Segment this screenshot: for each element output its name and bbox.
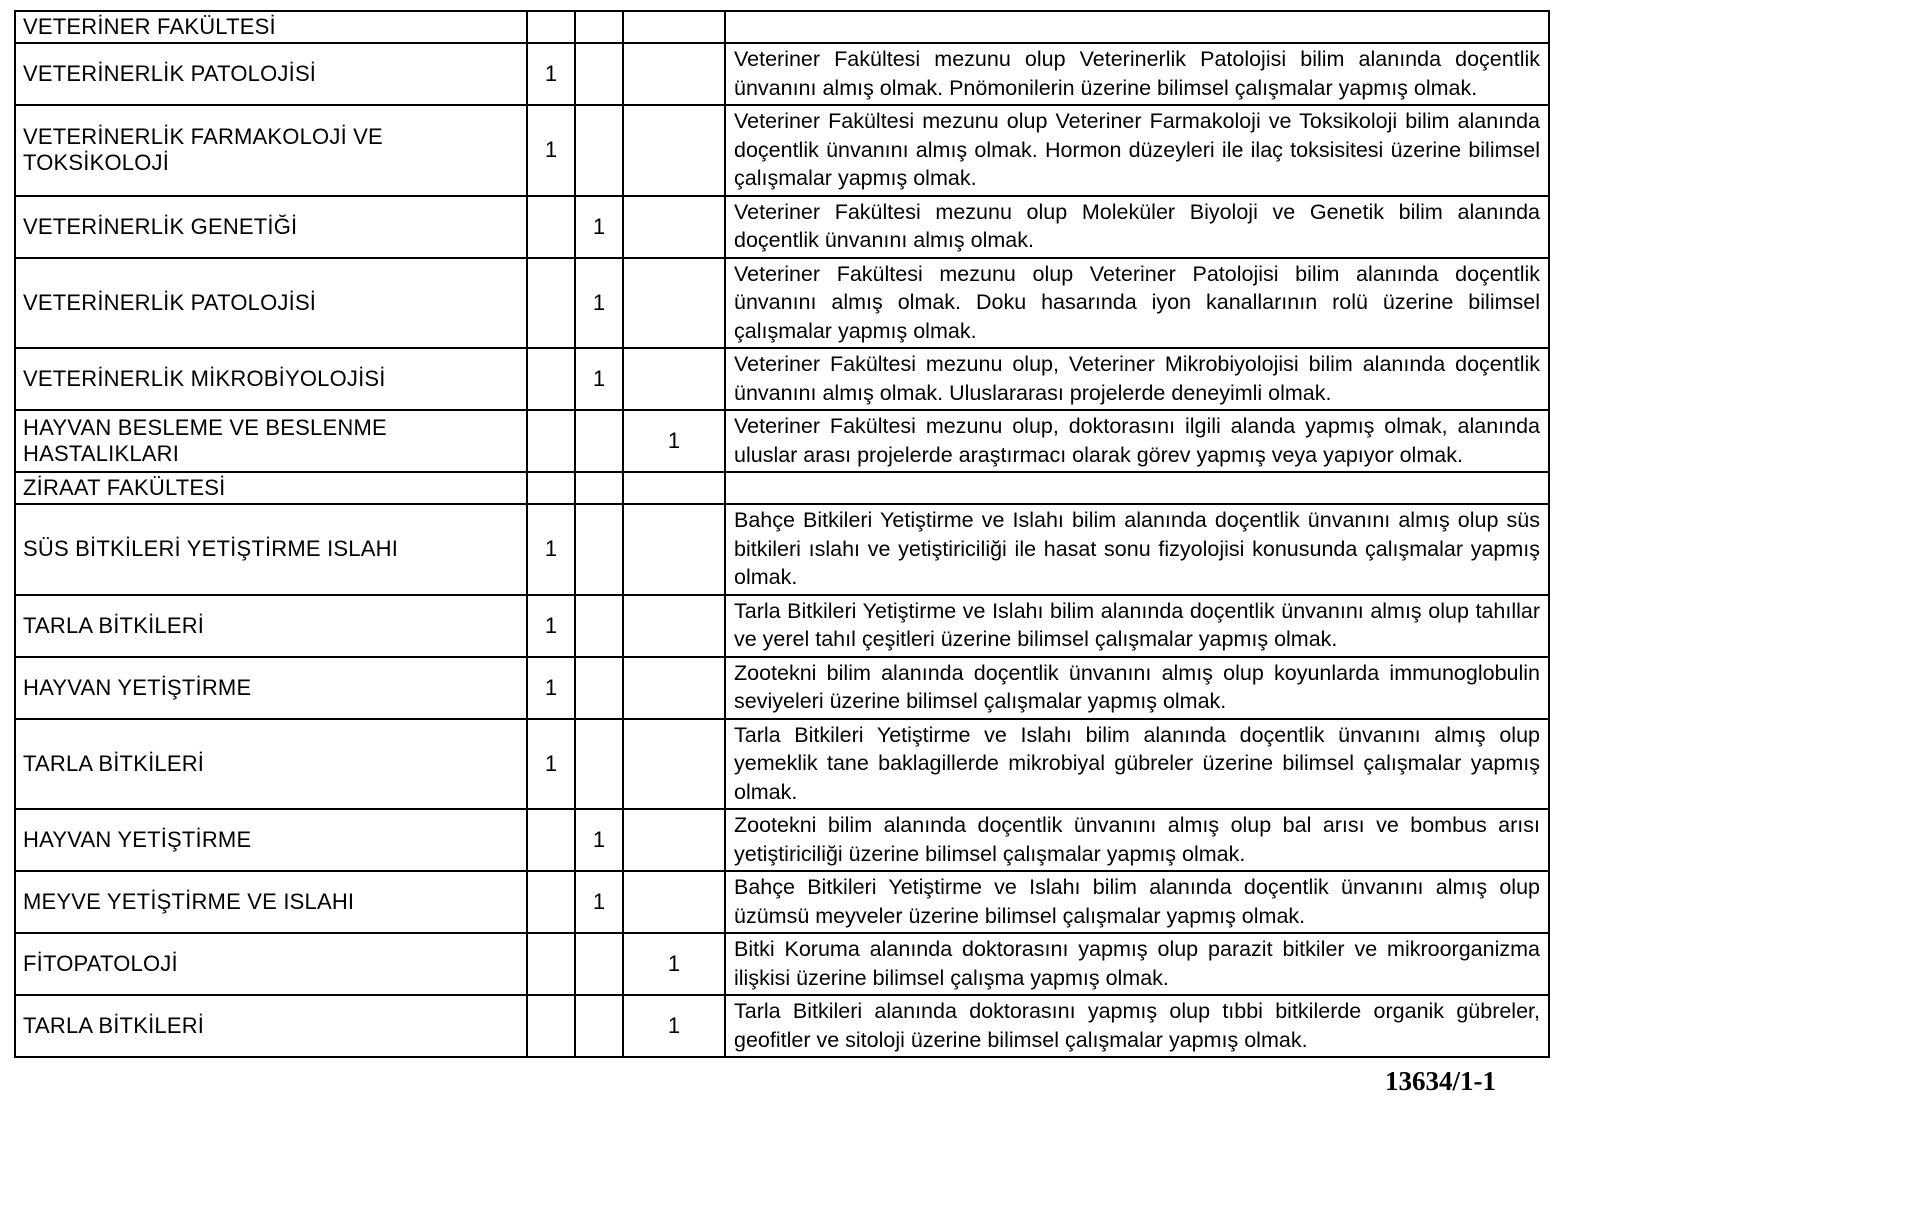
count-cell-1 [527, 11, 575, 43]
positions-table [14, 10, 1550, 1058]
faculty-section-row [15, 11, 1549, 43]
count-cell-2 [575, 43, 623, 105]
position-table-body [15, 11, 1549, 1057]
count-cell-3 [623, 258, 725, 349]
department-cell: HAYVAN YETİŞTİRME [15, 809, 527, 871]
count-cell-1 [527, 995, 575, 1057]
count-cell-3 [623, 504, 725, 595]
position-row [15, 933, 1549, 995]
position-row [15, 196, 1549, 258]
count-cell-2 [575, 504, 623, 595]
position-row [15, 410, 1549, 472]
position-row [15, 504, 1549, 595]
count-cell-2 [575, 11, 623, 43]
count-cell-3 [623, 196, 725, 258]
description-cell [725, 11, 1549, 43]
count-cell-1: 1 [527, 504, 575, 595]
count-cell-3: 1 [623, 410, 725, 472]
description-cell [725, 472, 1549, 504]
position-row [15, 657, 1549, 719]
description-cell: Bahçe Bitkileri Yetiştirme ve Islahı bilim alanında doçentlik ünvanını almış olup süs bitkileri ıslahı ve yetiştiriciliği ile hasat sonu fizyolojisi konusunda çalışmalar yapmış olmak. [725, 504, 1549, 595]
department-cell: VETERİNERLİK FARMAKOLOJİ VE TOKSİKOLOJİ [15, 105, 527, 196]
count-cell-2 [575, 472, 623, 504]
department-cell: FİTOPATOLOJİ [15, 933, 527, 995]
position-row [15, 348, 1549, 410]
department-cell: TARLA BİTKİLERİ [15, 595, 527, 657]
count-cell-2 [575, 657, 623, 719]
department-cell: TARLA BİTKİLERİ [15, 995, 527, 1057]
department-cell: VETERİNERLİK PATOLOJİSİ [15, 43, 527, 105]
description-cell: Zootekni bilim alanında doçentlik ünvanını almış olup bal arısı ve bombus arısı yetiştiriciliği üzerine bilimsel çalışmalar yapmış olmak. [725, 809, 1549, 871]
description-cell: Veteriner Fakültesi mezunu olup, doktorasını ilgili alanda yapmış olmak, alanında uluslar arası projelerde araştırmacı olarak görev yapmış veya yapıyor olmak. [725, 410, 1549, 472]
count-cell-1: 1 [527, 105, 575, 196]
count-cell-2 [575, 105, 623, 196]
count-cell-1: 1 [527, 719, 575, 810]
count-cell-2: 1 [575, 348, 623, 410]
count-cell-3 [623, 871, 725, 933]
count-cell-3 [623, 11, 725, 43]
count-cell-2: 1 [575, 809, 623, 871]
count-cell-1 [527, 410, 575, 472]
description-cell: Bahçe Bitkileri Yetiştirme ve Islahı bilim alanında doçentlik ünvanını almış olup üzümsü meyveler üzerine bilimsel çalışmalar yapmış olmak. [725, 871, 1549, 933]
count-cell-3 [623, 472, 725, 504]
position-row [15, 995, 1549, 1057]
count-cell-2 [575, 933, 623, 995]
department-cell: VETERİNERLİK PATOLOJİSİ [15, 258, 527, 349]
position-row [15, 719, 1549, 810]
count-cell-2: 1 [575, 196, 623, 258]
count-cell-3 [623, 719, 725, 810]
department-cell: HAYVAN YETİŞTİRME [15, 657, 527, 719]
position-row [15, 258, 1549, 349]
count-cell-2: 1 [575, 871, 623, 933]
count-cell-2 [575, 410, 623, 472]
department-cell: HAYVAN BESLEME VE BESLENME HASTALIKLARI [15, 410, 527, 472]
count-cell-3: 1 [623, 933, 725, 995]
description-cell: Tarla Bitkileri Yetiştirme ve Islahı bilim alanında doçentlik ünvanını almış olup tahıllar ve yerel tahıl çeşitleri üzerine bilimsel çalışmalar yapmış olmak. [725, 595, 1549, 657]
count-cell-2 [575, 995, 623, 1057]
count-cell-3 [623, 657, 725, 719]
faculty-section-row [15, 472, 1549, 504]
department-cell: VETERİNER FAKÜLTESİ [15, 11, 527, 43]
count-cell-3 [623, 348, 725, 410]
count-cell-3 [623, 809, 725, 871]
description-cell: Bitki Koruma alanında doktorasını yapmış olup parazit bitkiler ve mikroorganizma ilişkisi üzerine bilimsel çalışma yapmış olmak. [725, 933, 1549, 995]
count-cell-1: 1 [527, 595, 575, 657]
count-cell-3 [623, 105, 725, 196]
count-cell-3 [623, 43, 725, 105]
department-cell: ZİRAAT FAKÜLTESİ [15, 472, 527, 504]
department-cell: MEYVE YETİŞTİRME VE ISLAHI [15, 871, 527, 933]
count-cell-1: 1 [527, 43, 575, 105]
count-cell-3 [623, 595, 725, 657]
department-cell: TARLA BİTKİLERİ [15, 719, 527, 810]
description-cell: Veteriner Fakültesi mezunu olup Veteriner Patolojisi bilim alanında doçentlik ünvanını almış olmak. Doku hasarında iyon kanallarının rolü üzerine bilimsel çalışmalar yapmış olmak. [725, 258, 1549, 349]
count-cell-2 [575, 595, 623, 657]
count-cell-1 [527, 348, 575, 410]
position-row [15, 43, 1549, 105]
position-row [15, 595, 1549, 657]
count-cell-1 [527, 933, 575, 995]
department-cell: VETERİNERLİK GENETİĞİ [15, 196, 527, 258]
description-cell: Zootekni bilim alanında doçentlik ünvanını almış olup koyunlarda immunoglobulin seviyeleri üzerine bilimsel çalışmalar yapmış olmak. [725, 657, 1549, 719]
count-cell-2 [575, 719, 623, 810]
count-cell-1 [527, 809, 575, 871]
department-cell: SÜS BİTKİLERİ YETİŞTİRME ISLAHI [15, 504, 527, 595]
description-cell: Veteriner Fakültesi mezunu olup, Veteriner Mikrobiyolojisi bilim alanında doçentlik ünvanını almış olmak. Uluslararası projelerde deneyimli olmak. [725, 348, 1549, 410]
description-cell: Veteriner Fakültesi mezunu olup Veterinerlik Patolojisi bilim alanında doçentlik ünvanını almış olmak. Pnömonilerin üzerine bilimsel çalışmalar yapmış olmak. [725, 43, 1549, 105]
count-cell-1 [527, 472, 575, 504]
department-cell: VETERİNERLİK MİKROBİYOLOJİSİ [15, 348, 527, 410]
description-cell: Veteriner Fakültesi mezunu olup Moleküler Biyoloji ve Genetik bilim alanında doçentlik ünvanını almış olmak. [725, 196, 1549, 258]
description-cell: Tarla Bitkileri alanında doktorasını yapmış olup tıbbi bitkilerde organik gübreler, geofitler ve sitoloji üzerine bilimsel çalışmalar yapmış olmak. [725, 995, 1549, 1057]
position-row [15, 105, 1549, 196]
position-row [15, 809, 1549, 871]
description-cell: Tarla Bitkileri Yetiştirme ve Islahı bilim alanında doçentlik ünvanını almış olup yemeklik tane baklagillerde mikrobiyal gübreler üzerine bilimsel çalışmalar yapmış olmak. [725, 719, 1549, 810]
count-cell-2: 1 [575, 258, 623, 349]
position-row [15, 871, 1549, 933]
count-cell-3: 1 [623, 995, 725, 1057]
count-cell-1 [527, 871, 575, 933]
count-cell-1: 1 [527, 657, 575, 719]
description-cell: Veteriner Fakültesi mezunu olup Veteriner Farmakoloji ve Toksikoloji bilim alanında doçentlik ünvanını almış olmak. Hormon düzeyleri ile ilaç toksisitesi üzerine bilimsel çalışmalar yapmış olmak. [725, 105, 1549, 196]
count-cell-1 [527, 258, 575, 349]
gazette-reference-number: 13634/1-1 [1385, 1066, 1496, 1096]
count-cell-1 [527, 196, 575, 258]
